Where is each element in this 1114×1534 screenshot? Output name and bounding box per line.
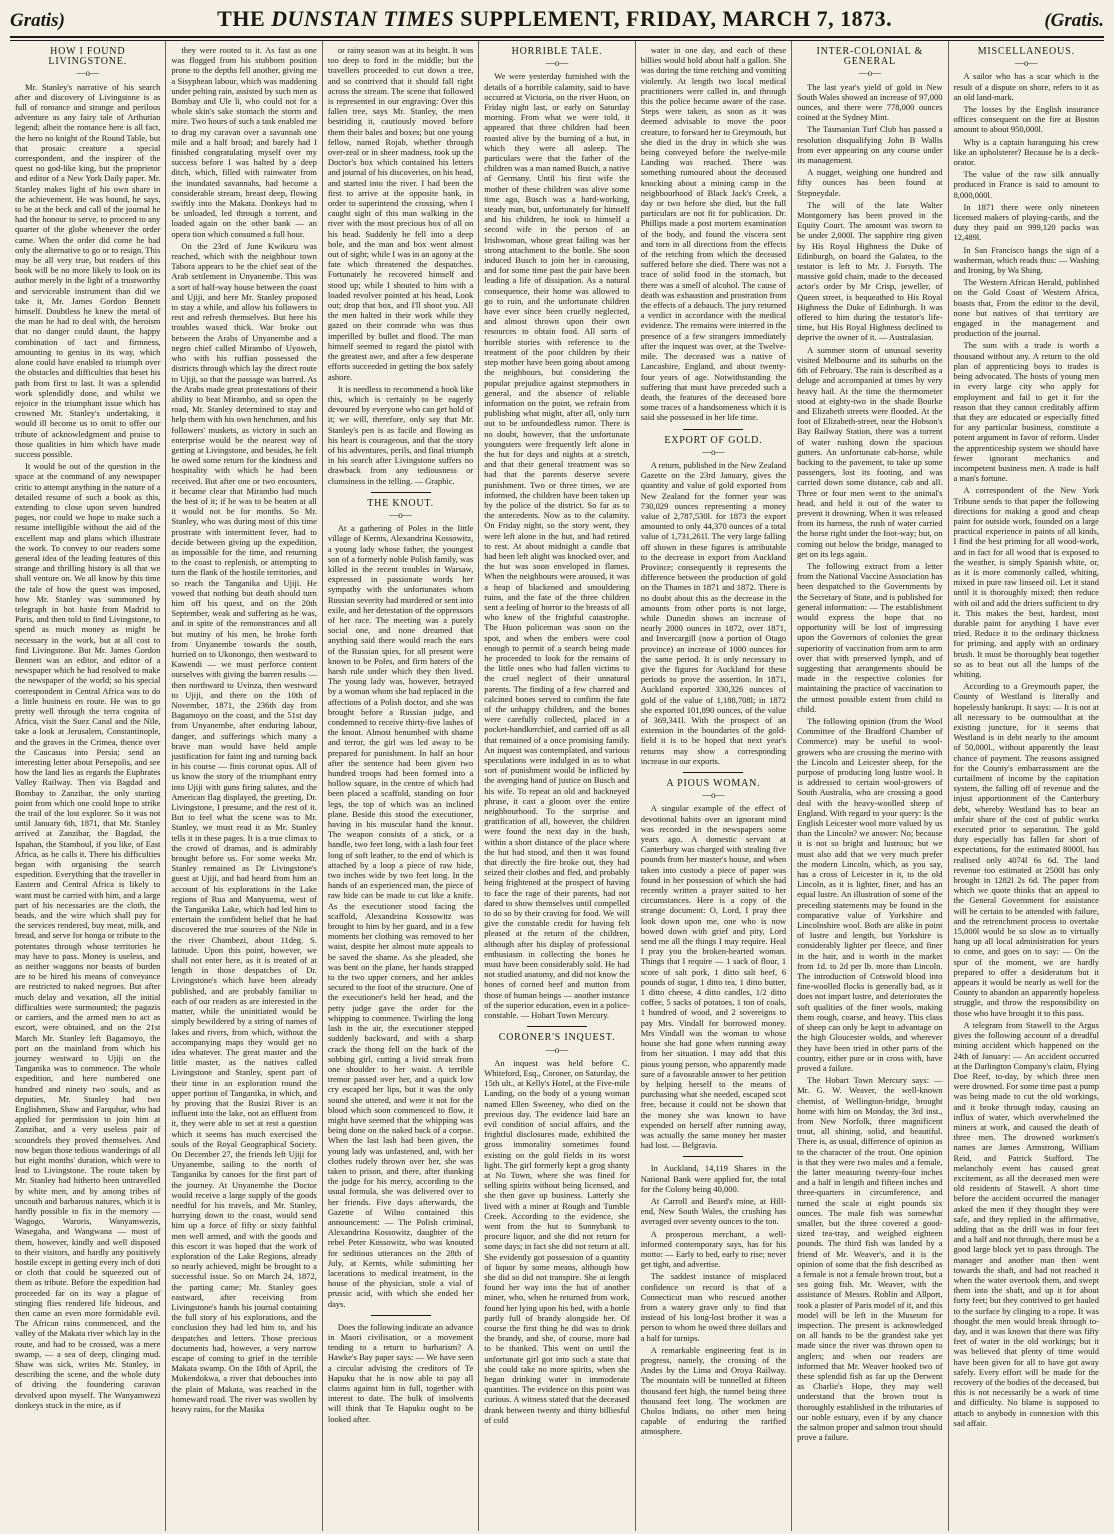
article-title: INTER-COLONIAL & GENERAL	[816, 46, 924, 68]
article-paragraph: Does the following indicate an advance in Maori civilisation, or a movement tending to a return to barbarism? A Hawke's Bay paper says: — We have seen a circular advising the creditors of Te Hapuku that he is now able to pay all claims against him in full, together with interest to date. The bulk of insolvents will think that Te Hapuku ought to be looked after.	[327, 1321, 474, 1424]
article	[484, 1033, 629, 1425]
article	[15, 47, 160, 1410]
article-paragraph: At Carroll and Beard's mine, at Hill-end, New South Wales, the crushing has averaged over seventy ounces to the ton.	[640, 1195, 787, 1227]
masthead-publication: DUNSTAN TIMES	[271, 6, 455, 31]
article-paragraph: It is needless to recommend a book like this, which is certainly to be eagerly devoured by everyone who can get hold of it; we will, therefore, only say that Mr. Stanley's pen is as facile and flowing as his heart is courageous, and that the story of his adventures, perils, and final triumph in his search after Livingstone suffers no drawback from any tediousness or clumsiness in the telling. — Graphic.	[327, 383, 474, 486]
article-paragraph: A telegram from Stawell to the Argus gives the following account of a dreadful mining accident which happened on the 24th of January: — An accident occurred at the Darlington Company's claim, Flying Doe Reef, to-day, by which three men were drowned. For some time past a pump was being made to cut the old workings, and it broke through today, causing an influx of water, which overwhelmed the miners at work, and caused the death of three men. The drowned workmen's names are James Armstrong, William Reid, and Patrick Stafford. The melancholy event has caused great excitement, as all the deceased men were old residents of Stawell. A short time before the accident occurred the manager asked the men if they thought they were safe, and they replied in the affirmative, adding that as the drill was in four feet and a half and not through, there must be a good large block yet to pass through. The manager and another man then went towards the shaft, and had not reached it when the water overtook them, and swept them into the shaft, and up it for about forty feet; but they contrived to get hauled to the surface by clinging to a rope. It was thought the men would break through to-day, and it was known that there was fifty feet of water in the old workings; but it was believed that plenty of time would have been given for all to have got away safely. Every effort will be made for the recovery of the bodies of the deceased, but this is not necessarily be a work of time and difficulty. No blame is supposed to attach to anybody in connexion with this sad affair.	[953, 1019, 1099, 1428]
masthead	[10, 6, 1104, 32]
article-paragraph: The sum with a trade is worth a thousand without any. A return to the old plan of apprenticing boys to trades is being advocated. The hosts of young men in every large city who apply for employment and fail to get it for the reason that they cannot creditably affirm that they are educated or especially fitted for any particular business, constitute a potent argument in favor of reform. Under the apprenticeship system we should have fewer ignorant mechanics and incompetent business men. A trade is half a man's fortune.	[953, 340, 1099, 484]
column-6	[792, 41, 948, 1531]
article-title: CORONER'S INQUEST.	[498, 1032, 616, 1044]
article-divider	[683, 772, 743, 773]
article-paragraph: or rainy season was at its height. It was too deep to ford in the middle; but the travellers proceeded to cut down a tree, and so contrived that it should fall right across the stream. The scene that followed is represented in our engraving: Over this fallen tree, says Mr. Stanley, the men bestriding it, cautiously moved before them their bales and boxes; but one young fellow, named Rojab, whether through over-zeal or in sheer madness, took up the Doctor's box which contained his letters and journal of his discoveries, on his head, and started into the river. I had been the first to arrive at the opposite bank, in order to superintend the crossing, when I caught sight of this man walking in the river with the most precious box of all on his head. Suddenly he fell into a deep hole, and the man and box went almost out of sight; while I was in an agony at the fate which threatened the despatches. Fortunately he recovered himself and stood up; while I shouted to him with a loaded revolver pointed at his head, Look out; drop that box, and I'll shoot you. All the men halted in their work while they gazed on their comrade who was thus imperilled by bullet and flood. The man himself seemed to regard the pistol with the greatest awe, and after a few desperate efforts succeeded in getting the box safely ashore.	[327, 45, 474, 382]
article-paragraph: According to a Greymouth paper, the County of Westland is literally and hopelessly bankrupt. It says: — It is not at all necessary to be outmoulthat at the existing juncture, for it seems that Westland is in debt nearly to the amount of 50,000l., without apparently the least chance of payment. The reasons assigned for the County's embarrassment are the curtailment of income by the capitation system, the falling off of revenue and the injust apportionment of the Canterbury debt, whereby Westland has to bear an unfair share of the cost of public works executed prior to separation. The gold duty especially has fallen far short of expectations, for the estimated 8000l. has realised only 4074l 6s 6d. The land revenue too estimated at 2500l has only brought in 1282l 2s 6d. The paper from which we quote thinks that an appeal to the General Government for assistance will be certain to be attended with failure, and the retrenchment process to overtake 15,000l would be so slow as to virtually hang up all local administration for years to come, and goes on to say: — On the spur of the moment, we are hardly prepared to offer a desideratum but it appears it would be nearly as well for the County to abandon an apparently hopeless struggle, and throw the responsibility on those who have brought it to this pass.	[953, 681, 1099, 1018]
article-paragraph: A return, published in the New Zealand Gazette on the 23rd January, gives the quantity and value of gold exported from New Zealand for the former year was 730,029 ounces representing a money value of 2,787,530l. for 1873 the export amounted to only 44,370 ounces of a total value of 1,731,261l. The very large falling off shown in these figures is attributable to the decrease in export from Auckland Province; consequently it represents the difference between the production of gold on the Thames in 1871 and 1872. There is no doubt about this as the decrease in the amounts from other ports is not large, while Dunedin shows an increase of nearly 2000 ounces in 1872, over 1871, and Invercargill (now a portion of Otago province) an increase of 1000 ounces for the same period. It is only necessary to give the figures for Auckland for these periods to prove the assertion. In 1871, Auckland exported 330,326 ounces of gold of the value of 1,188,708l; in 1872 she exported 101,890 ounces, of the value of 369,341l. With the prospect of an extension in the boundaries of the gold-field it is to be hoped that next year's returns may show a corresponding increase in our exports.	[640, 459, 787, 766]
masthead-left: Gratis)	[10, 10, 65, 31]
article-paragraph: It would be out of the question in the space at the command of any newspaper critic to attempt anything in the nature of a detailed resume of such a book as this, extending to close upon seven hundred pages, nor could we hope to make such a resume intelligible without the aid of the excellent map and plans which illustrate the work. To convey to our readers some general idea of the leading features of this strange and thrilling history is all that we shall venture on. We all know by this time the tale of how the quest was imposed, how Mr. Stanley was summoned by telegraph in hot haste from Madrid to Paris, and then told to find Livingstone, to spend as much money as might be necessary in the work, but at all cost to find Livingstone. But Mr. James Gordon Bennett was an editor, and editor of a newspaper which he had resolved to make the newspaper of the world; so his special correspondent in Central Africa was to do a little business en route. He was to go pretty well through the terra cognita of Africa, visit the Suez Canal and the Nile, take a look at Jerusalem, Constantinople, and the graves in the Crimea, thence over the Caucasus into Persia; send an interesting letter about Persepolis, and see how the land lies as regards the Euphrates Valley Railway. Then via Bagdad and Bombay to Zanzibar, the only starting point from which one could hope to strike the trail of the lost explorer. So it was not until January 6th, 1871, that Mr. Stanley arrived at Zanzibar, the Bagdad, the Ispahan, the Stamboul, if you like, of East Africa, as he calls it. There his difficulties began with organising the search expedition. Everything that the traveller in Eastern and Central Africa is likely to want must be carried with him, and a large part of his necessaries are the cloth, the beads, and the wire which shall pay for the services rendered, buy meat, milk, and bread, and serve for honga or tribute to the potentates through whose territories he may have to pass. Money is useless, and as neither waggons nor beasts of burden are to be hired his means of conveyance are restricted to naked negroes. But after much delay and vexation, all the initial difficulties were surmounted; the pagazis or carriers, and the armed men to act as escort, were obtained, and on the 21st March Mr. Stanley left Bagamoyo, the port on the mainland from which his journey westward to Ujiji on the Tanganika was to commence. The whole expedition, and here numbered one hundred and ninety two souls, and as deputies, Mr. Stanley had two Englishmen, Shaw and Farquhar, who had applied for permission to join him at Zanzibar, and a very useless pair of scoundrels they proved themselves. And now began those tedious wanderings of all but eight months' duration, which were to lead to Livingstone. The route taken by Mr. Stanley had hitherto been untravelled by white men, and by among tribes of uncouth and barbarous natures, which it is hardly possible to fix in the memory — Wagogo, Waroris, Wanyamwezis, Wasegaha, and Wangwana — most of them, however, kindly and well disposed to their visitors, and hardly any positively hostile except in getting every inch of doti or cloth that could be squeezed out of them as tribute. Before the expedition had proceeded far on its way a plague of stinging flies rendered life hideous, and then came an even more formidable evil. The African rains commenced, and the valley of the Makata river which lay in the route, and had to be crossed, was a mere swamp, — a sea of deep, clinging mud. Shaw was sick, writes Mr. Stanley, in describing the scene, and the whole duty of driving the foundering caravan devolved upon myself. The Wanyamwezi donkeys stuck in the mire, as if	[15, 461, 161, 1410]
article	[641, 779, 786, 1150]
article	[797, 47, 942, 1442]
masthead-rule	[10, 36, 1104, 38]
article-paragraph: The Hobart Town Mercury says: — Mr. G. W. Weaver, the well-known chemist, of Wellington-bridge, brought home with him on Monday, the 3rd inst., from New Norfolk, three magnificent trout, all shining, solid, and beautiful. There is, as usual, difference of opinion as to the character of the trout. One opinion is that they were two males and a female, the latter measuring twenty-four inches and a half in length and fifteen inches and three-quarters in circumference, and turned the scale at eight pounds six ounces. The male fish was somewhat smaller, but the three covered a good-sized tea-tray, and weighed eighteen pounds. The third fish was landed by a friend of Mr. Weaver's, and it is the opinion of some that the fish described as a female is not a female brown trout, but a sea going fish. Mr. Weaver, with the assistance of Messrs. Roblin and Allport, took a plaster of Paris model of it, and this model will be left in the Museum for inspection. The present is acknowledged on all hands to be the grandest take yet made since the river was thrown open to anglers; and when our readers are informed that Mr. Weaver hooked two of these splendid fish as far up the Derwent as Charlie's Hope, they may well understand that the brown trout is thoroughly established in the tributaries of our noble estuary, even if by any chance the salmon proper and salmon trout should prove a failure.	[797, 1075, 943, 1443]
column-7	[949, 41, 1104, 1531]
article-separator: —o—	[702, 790, 725, 801]
column-4	[479, 41, 635, 1531]
column-1	[10, 41, 166, 1531]
article-title: MISCELLANEOUS.	[977, 46, 1075, 57]
masthead-title-prefix: THE	[217, 6, 266, 31]
article-paragraph: An inquest was held before C. Whiteford, Esq., Coroner, on Saturday, the 15th ult., at Kelly's Hotel, at the Five-mile Landing, on the body of a young woman named Ellen Sweeney, who died on the previous day. The evidence laid bare an evil condition of social affairs, and the frightful disclosures made, exhibited the gross immorality sometimes found existing on the gold fields in its worst light. The girl formerly kept a grog shanty at No Town, where she was fined for selling spirits without being licensed, and she then gave up business. Latterly she lived with a miner at Rough and Tumble Creek. According to the evidence, she went from the hut to Sunnybank to procure liquor, and she did not return for some days; in fact she did not return at all. She evidently got possession of a quantity of liquor by some means, although how she did so did not transpire. She at length found her way into the hut of another miner, who, when he returned from work, found her lying upon his bed, with a bottle partly full of brandy alongside her. Of course the first thing he did was to drink the brandy, and she, of course, more had to be thanked. This went on until the unfortunate girl got into such a state that she could take no more spirits, when she began drinking water in immoderate quantities. The evidence on this point was curious. A witness stated that the deceased drank between twenty and thirty billiesful of cold	[484, 1057, 630, 1425]
column-5	[636, 41, 792, 1531]
masthead-title	[217, 6, 892, 32]
article	[641, 45, 786, 423]
article-paragraph: A singular example of the effect of devotional habits over an ignorant mind was recorded in the newspapers some years ago. A domestic servant at Canterbury was charged with stealing five pounds from her master's house, and when taken into custody a piece of paper was found in her possession of which she had recently written a prayer suited to her circumstances. Here is a copy of the strange document: O, Lord, I pray thee look down upon me, one who is now bowed down with grief and pity, Lord send me all the things I may require. Heal I pray you the broken-hearted woman. Things that I require — 1 sack of flour, 1 score of salt pork, 1 ditto salt beef, 6 pounds of sugar, 1 ditto tea, 1 ditto butter, 1 ditto cheese, 4 ditto candles, 1/2 ditto coffee, 5 sacks of potatoes, 1 ton of coals, 1 hundred of wood, and 2 sovereigns to pay Mrs. Vindall for borrowed money. Mrs Vindall was the woman to whose house she had gone when running away from her situation. I may add that this pious young person, who apparently made sure of a favourable answer to her petition by helping herself to the means of purchasing what she needed, escaped scot free, because it could not be shown that the money she was known to have expended on herself after running away, was actually the same money her master had lost. — Belgravia.	[640, 803, 787, 1151]
article-title: HORRIBLE TALE.	[511, 46, 603, 57]
article-title: A PIOUS WOMAN.	[666, 778, 761, 790]
article-separator: —o—	[1014, 58, 1038, 69]
article-paragraph: The losses by the English insurance offices consequent on the fire at Boston amount to about 950,000l.	[953, 104, 1099, 135]
article-paragraph: A correspondent of the New York Tribune sends to that paper the following directions for making a good and cheap paint for outside work, founded on a large practical experience in paints of all kinds, I find the best priming for all wood-work, and in fact for all wood that is exposed to the weather, is simply Spanish white, or, as it is more commonly called, whiting, mixed in pure raw linseed oil. Let it stand until it is thoroughly mixed; then reduce with oil and add the driers sufficient to dry it. This makes the best, hardest, most durable paint for anything I have ever tried. Reduce it to the ordinary thickness for priming, and apply with an ordinary brush. It must be thoroughly beat together so as to beat out all the lumps of the whiting.	[953, 485, 1099, 679]
article-paragraph: Why is a captain haranguing his crew like an upholsterer? Because he is a deck-orator.	[953, 136, 1099, 168]
article-divider	[527, 1026, 587, 1027]
article	[328, 1322, 473, 1424]
article-paragraph: In 1871 there were only nineteen licensed makers of playing-cards, and the duty they paid on 999,120 packs was 12,489l.	[953, 201, 1099, 243]
article-divider	[683, 429, 743, 430]
article	[484, 47, 629, 1020]
article-divider	[371, 1315, 431, 1316]
article	[171, 45, 316, 1414]
article-paragraph: water in one day, and each of these billies would hold about half a gallon. She was during the time retching and vomiting violently. At length two local medical practitioners were called in, and through this the police became aware of the case. Steps were taken, as soon as it was deemed advisable to move the poor creature, to forward her to Greymouth, but she died in the dray in which she was being conveyed before the twelve-mile Landing was reached. There was something rumoured about the deceased knocking about a mining camp in the neighbourhood of Black Jack's Creek, a day or two before she died, but the full particulars are not fit for publication. Dr. Phillips made a post mortem examination of the body, and found the viscera sent and torn in all directions from the effects of the retching from which the deceased suffered before she died. There was not a trace of solid food in the stomach, but there was a smell of alcohol. The cause of death was exhaustion and prostration from the effects of a debauch. The jury returned a verdict in accordance with the medical evidence. The remains were interred in the presence of a few strangers immediately after the inquest was over, at the Twelve-mile. The deceased was a native of Lancashire, England, and about twenty-four years of age. Notwithstanding the suffering that must have preceded such a death, the features of the deceased bore some traces of a handsomeness which it is said she possessed in her life time.	[640, 45, 787, 423]
article-divider	[683, 1156, 743, 1157]
columns	[10, 41, 1104, 1531]
masthead-right: (Gratis.	[1044, 10, 1104, 31]
article-paragraph: In Auckland, 14,119 Shares in the National Bank were applied for, the total for the Colony being 40,000.	[640, 1163, 787, 1194]
article-title: EXPORT OF GOLD.	[664, 434, 763, 446]
article-separator: —o—	[545, 1044, 569, 1055]
article-title: HOW I FOUND LIVINGSTONE.	[48, 46, 127, 68]
article-divider	[371, 492, 431, 493]
article-separator: —o—	[389, 509, 412, 520]
article-separator: —o—	[858, 68, 882, 79]
article-paragraph: A summer storm of unusual severity visited Melbourne and its suburbs on the 6th of February. The rain is described as a deluge and accompanied at times by very heavy hail. At the time the thermometer stood at eighty-two in the shade Bourke and Elizabeth streets were flooded. At the foot of Elizabeth-street, near the Hobson's Bay Railway Station, there was a torrent of water rushing down the spacious gutters. An unfortunate cab-horse, while backing to the pavement, to take up some passengers, lost its footing, and was carried down some distance, cab and all. Three or four men went to the animal's head, and held it out of the water to prevent it drowning. When it was released from its harness, the rush of water carried the horse right under the foot-way; but, on coming out below the bridge, managed to get on its legs again.	[797, 344, 943, 559]
article	[328, 499, 473, 1309]
article	[328, 45, 473, 486]
article-paragraph: The will of the late Walter Montgomery has been proved in the Equity Court. The amount was sworn to be under 2,000l. The sapphire ring given by His Royal Highness the Duke of Edinburgh, on board the Galatea, to the testator is left to Mr. J. Forsyth. The massive gold chain, made to the deceased actor's order by Mr Crisp, jeweller, of Queen street, is bequeathed to His Royal Highness the Duke of Edinburgh. It was offered to him during the testator's life-time, but His Royal Highness declined to deprive the owner of it. — Australasian.	[797, 199, 943, 343]
article-paragraph: At a gathering of Poles in the little village of Kernts, Alexandrina Kossowitz, a young lady whose father, the youngest son of a formerly noble Polish family, was killed in the recent troubles in Warsaw, expressed in passionate words her sympathy with the unfortunates whom Russian severity had murdered or sent into exile, and her detestation of the oppressors of her race. The meeting was a purely social one, and none dreamed that anything said there would reach the ears of the Russian spies, for all present were known to be Poles, and firm haters of the harsh rule under which they then lived. The young lady was, however, betrayed by a woman whom she had replaced in the affections of a Polish doctor, and she was brought before a Russian judge, and condemned to receive thirty-five lashes of the knout. Almost benumbed with shame and terror, the girl was led away to be prepared for punishment. In half an hour after the sentence had been given two hundred troops had been formed into a hollow square, in the centre of which had been placed a scaffold, standing on four legs, the top of which was an inclined plane. Beside this stood the executioner, having in his muscular hand the knout. The weapon consists of a stick, or a handle, two feet long, with a lash four feet long of soft leather, to the end of which is attached by a loop a piece of raw hide, two inches wide by two feet long. In the hands of an experienced man, the piece of raw hide can be made to cut like a knife. As the executioner stood facing the scaffold, Alexandrina Kossowitz was brought to him by her guard, and in a few moments her clothing was removed to her waist, despite her almost mute appeals to be saved the shame. As she pleaded, she was bent on the plane, her hands strapped to the two upper corners, and her ankles secured to the foot of the structure. One of the executioner's held her head, and the petty judge gave the order for the whipping to commence. Twirling the long lash in the air, the executioner stepped suddenly backward, and with a sharp crack the thong fell on the back of the sobbing girl, cutting a livid streak from one shoulder to her waist. A terrible tremor passed over her, and a quick low cry escaped her lips, but it was the only sound she uttered, and were it not for the blood which soon commenced to flow, it might have seemed that the whipping was being done on the naked back of a corpse. When the last lash had been given, the young lady was unfastened, and, with her clothes rudely thrown over her, she was taken to prison, and there, after thanking the judge for his mercy, according to the usual formula, she was delivered over to her friends. Five days afterwards, the Gazette of Wilno contained this announcement: — The Polish criminal, Alexandrina Kossowitz, daughter of the rebel Peter Kossowitz, who was knouted for seditious utterances on the 28th of July, at Kernts, while submitting her lacerations to medical treatment, in the house of the physician, stole a vial of prussic acid, with which she ended her days.	[327, 523, 474, 1309]
article-paragraph: A remarkable engineering feat is in progress, namely, the crossing of the Andes by the Lima and Oroya Railway. The mountain will be tunnelled at fifteen thousand feet high, the tunnel being three thousand feet long. The workmen are Cholos Indians, no other men being capable of enduring the rarified atmosphere.	[640, 1344, 787, 1437]
article-paragraph: The Western African Herald, published on the Gold Coast of Western Africa, boasts that, From the editor to the devil, none but natives of that territory are engaged in the management and production of the journal.	[953, 277, 1099, 339]
article-paragraph: In San Francisco hangs the sign of a washerman, which reads thus: — Washing and Ironing, by Wa Shing.	[953, 244, 1099, 276]
article-separator: —o—	[702, 446, 725, 457]
article	[954, 47, 1099, 1428]
column-2	[166, 41, 322, 1531]
article	[641, 1163, 786, 1436]
article-paragraph: Mr. Stanley's narrative of his search after and discovery of Livingstone is as full of romance and strange and perilous adventure as any fairy tale of Arthurian legend; albeit the romance here is all fact, the hero no knight of the Round Table, but that prosaic creature a special correspondent, and the inspirer of the quest no god-like king, but the proprietor and editor of a New York Daily paper. Mr. Stanley makes light of his own share in the achievement. He was bound, he says, to be at the beck and call of the journal he had the honour to serve, to proceed to any quarter of the globe whenever the order came. When the order did come he had only the alternative to go or to resign. This may be all very true, but readers of this book will be no more likely to look on its author merely in the light of a trustworthy and serviceable instrument than did we take it, Mr. James Gordon Bennett himself. Doubtless he knew the metal of the man he had to deal with, the heroism that no danger could daunt, the happy combination of tact and firmness, amounting to genius in its way, which alone could have enabled to triumph over the obstacles and difficulties that beset his path from first to last. It was a splendid work splendidly done, and whilst we rejoice in the triumphant issue which has crowned Mr. Stanley's undertaking, it would ill become us to omit to offer our tribute of acknowledgment and praise to those qualities in him which have made success possible.	[15, 81, 161, 459]
article-paragraph: On the 23rd of June Kwikuru was reached, which with the neighbour town Tabora appears to be the chief seat of the Arab settlement in Unyanembe. This was a sort of half-way house between the coast and Ujiji, and here Mr. Stanley proposed to stay a while, and allow his followers to rest and refresh themselves. But here his troubles waxed thick. War broke out between the Arabs of Unyanembe and a negro chief called Mirambo of Uyoweh, who with his ruffian possessed the districts through which lay the direct route to Ujiji, so that the passage was barred. As the Arabs made great protestations of their ability to beat Mirambo, and so open the road, Mr. Stanley determined to stay and help them with his own henchmen, and his followers' muskets, as victory in such an enterprise would be the nearest way of getting at Livingstone, and besides, he felt he owed some return for the kindness and hospitality with which he had been received. But after one or two encounters, it became clear that Mirambo had much the best of it; if he was to be beaten at all it would not be for months. So Mr. Stanley, who was during most of this time prostrate with intermittent fever, had to decide between giving up the expedition, as impossible for the time, and returning to the coast to replenish, or attempting to turn the flank of the hostile territories, and so reach the Tanganika and Ujiji. He vowed that nothing but death should turn him off his quest, and on the 20th September, weak and suffering as he was, and in spite of the remonstrances and all but mutiny of his men, he broke forth from Unyanembe towards the south, hurried on to Ukonongo, then westward to Kawendi — we must perforce content ourselves with giving the barren results — then northward to Uvinza, then westward to Ujiji, and there on the 10th of November, 1871, the 236th day from Bagamoyo on the coast, and the 51st day from Unyanembe, after enduring labour, danger, and sufferings which many a brave man would have held ample justification for faint ing and turning back in his course — finis coronat opus. All of us know the story of the triumphant entry into Ujiji with guns firing salutes, and the American flag displayed, the greeting, Dr. Livingstone, I presume, and the rest of it. But to feel what the scene was to Mr. Stanley, we must read it as Mr. Stanley tells it in these pages. It is a true climax to the crowd of dramas, and is admirably brought before us. For some weeks Mr. Stanley remained as Dr Livingstone's guest at Ujiji, and had heard from him an account of his explorations in the Lake regions of Rua and Manyuema, west of the Tanganika Lake, which had led him to entertain the confident belief that he had discovered the true sources of the Nile in the river Chambezi, about 11deg. S. latitude. Upon this point, however, we shall not enter here, as it is treated of at length in those despatches of Dr. Livingstone's which have been already published, and are probably familiar to each of our readers as are interested in the matter, while the uninitiated would be simply bewildered by a string of names of lakes and rivers, from which, without the accompanying maps they would get no idea whatever. The great master and the little master, as the natives called Livingstone and Stanley, spent part of their time in an exploration round the upper portion of Tanganika, in which, and by proving that the Rusizi River is an influent into the lake, not an effluent from it, they were able to set at rest a question which it seems has much exercised the souls of the Royal Geographical Society. On December 27, the friends left Ujiji for Unyanembe, sailing to the north of Tanganika by canoes for the first part of the journey. At Unyanembe the Doctor would receive a large supply of the goods needful for his travels, and Mr. Stanley, hurrying down to the coast, would send him up a force of fifty or sixty faithful men well armed, and with the goods and this escort it was hoped that the work of exploration of the Lake Regions, already so nearly achieved, might be brought to a successful issue. So on March 24, 1872, the parting came; Mr. Stanley goes eastward, after receiving from Livingstone's hands his journal containing the full story of his explorations, and the conclusion they had led him to, and his despatches and letters. Those precious documents had, however, a very narrow escape of coming to grief in the terrible Makata swamp. On the 18th of April, the Mukendokwa, a river that debouches into the plain of Makata, was reached in the homeward road. The river was swollen by heavy rains, for the Masika	[171, 240, 317, 1415]
article-paragraph: We were yesterday furnished with the details of a horrible calamity, said to have occurred at Victoria, on the river Huon, on Friday night last, or early on Saturday morning. From what we were told, it appeared that three children had been roasted alive by the burning of a hut, in which they were all asleep. The particulars were that the father of the children was a man named Busch, a native of Germany. Until his first wife the mother of these children was alive some time ago, Busch was a hard-working, steady man, but, unfortunately for himself and his children, he took to himself a second wife in the person of an Irishwoman, whose great failing was her strong attachment to the bottle. She soon induced Busch to join her in carousing, and for some time past the pair have been leading a life of dissipation. As a natural consequence, their home was allowed to go to ruin, and the unfortunate children have ever since been cruelly neglected, and almost thrown upon their own resources to obtain food. All sorts of horrible stories with reference to the treatment of the poor children by their step mother have been going about among the neighbours, but considering the popular prejudice against stepmothers in general, and the absence of reliable information on the point, we refrain from publishing what might, after all, only turn out to be unfoundedless rumor. There is no doubt, however, that the unfortunate youngsters were frequently left alone in the hut for days and nights at a stretch, and that their general treatment was so bad that the parents deserve severe punishment. Two or three times, we are informed, the children have been taken up by the police of the district. So far as to the antecedents. Now as to the calamity. On Friday night, so the story went, they were left alone in the hut, and had retired to rest. At about midnight a candle that had been left alight was knocked over, and the hut was soon enveloped in flames. When the neighbours were aroused, it was a heap of blackened and smouldering ruins, and the fate of the three children sent a feeling of horror to the breasts of all who knew of the frightful catastrophe. The Huon policeman was soon on the spot, and when the embers were cool enough to permit of a search being made he proceeded to look for the remains of the little ones who had fallen victims to the cruel neglect of their unnatural parents. The finding of a few charred and calcined bones served to confirm the fate of the unhappy children, and the bones were carefully collected, placed in a pocket-handkerchief, and carried off as all that remained of a once promising family. An inquest was contemplated, and various speculations were indulged in as to what sort of punishment would be inflicted by the avenging hand of justice on Busch and his wife. To repeat an old and hackneyed phrase, it cast a gloom over the entire neighbourhood. To the surprise and gratification of all, however, the children were found the next day in the bush, within a short distance of the place where the hut had stood, and then it was found that directly the fire broke out, they had seized their clothes and fled, and probably being frightened at the prospect of having to face the rage of their parents, had not dared to show themselves until compelled to do so by their craving for food. We will give the constable credit for having felt pleased at the return of the children, although after his display of professional enthusiasm in collecting the bones he must have been considerably sold. He had not studied anatomy, and did not know the bones of corned beef and mutton from those of human beings — another instance of the superior education, even in a police-constable. — Hobart Town Mercury.	[484, 71, 630, 1021]
article-paragraph: A sailor who has a scar which is the result of a dispute on shore, refers to it as an old land-mark.	[953, 71, 1099, 102]
article-paragraph: A prosperous merchant, a well-informed contemporary says, has for his motto: — Early to bed, early to rise; never get tight, and advertise.	[640, 1228, 787, 1270]
masthead-title-suffix: SUPPLEMENT, FRIDAY, MARCH 7, 1873.	[460, 6, 893, 31]
article-paragraph: The following opinion (from the Wool Committee of the Bradford Chamber of Commerce) may be useful to wool-growers who are crossing the merino with the Lincoln and Leicester sheep, for the purpose of producing long lustre wool. It is addressed to certain wool-growers of South Australia, who are crossing a good deal with the heavy-woolled sheep of England. With regard to your query: Is the English Leicester wool more valued by us than the Lincoln? we answer: No; because it is not so bright and lustrous; but we must also add that we very much prefer the modern Lincoln, which, as you say, has a cross of Leicester in it, to the old Lincoln, as it is lighter, finer, and has an equal lustre. An illustration of some of the preceding statements may be found in the comparative value of Yorkshire and Lincolnshire wool. Both are alike in point of lustre and length, but Yorkshire is considerably lighter per fleece, and finer in the hair, and is worth in the market from 1d. to 2d per lb. more than Lincoln. The introduction of Cotswold blood into fine-woolled flocks is generally bad, as it does not impart lustre, and deteriorates the soft qualities of the finer wools, making them rough, coarse, and heavy. This class of sheep can only be kept to advantage on the high Gloucester wolds, and wherever they have been tried in other parts of the country, either pure or in cross with, have proved a failure.	[797, 716, 943, 1073]
article-paragraph: The following extract from a letter from the National Vaccine Association has been despatched to the Governments by the Secretary of State, and is published for general information: — The establishment would express the hope that no opportunity will be lost of impressing upon the Governors of colonies the great superiority of vaccination from arm to arm over that with preserved lymph, and of suggesting that arrangements should be made in the respective colonies for maintaining the practice of vaccination to the utmost possible extent from child to child.	[797, 560, 943, 714]
article-paragraph: The Tasmanian Turf Club has passed a resolution disqualifying John B Wallis from ever appearing on any course under its management.	[797, 124, 943, 166]
article-separator: —o—	[545, 58, 569, 69]
article-paragraph: The saddest instance of misplaced confidence on record is that of a Connecticut man who rescued another from a watery grave only to find that instead of his long-lost brother it was a person to whom he owed three dollars and a half for turnips.	[640, 1271, 787, 1343]
article	[641, 436, 786, 767]
article-title: THE KNOUT.	[367, 497, 434, 509]
column-3	[323, 41, 479, 1531]
article-paragraph: A nugget, weighing one hundred and fifty ounces has been found at Stepneydale.	[797, 167, 943, 198]
article-paragraph: The value of the raw silk annually produced in France is said to amount to 8,000,000l.	[953, 169, 1099, 200]
article-separator: —o—	[76, 68, 99, 79]
article-paragraph: The last year's yield of gold in New South Wales showed an increase of 97,000 ounces, and there were 778,000 ounces coined at the Sydney Mint.	[797, 81, 943, 123]
article-paragraph: they were rooted to it. As fast as one was flogged from his stubborn position prone to the depths fell another, giving me a Sisyphean labour, which was maddening under pelting rain, assisted by such men as Bombay and Ule li, who could not for a whole skin's sake stomach the storm and mire. Two hours of such a task enabled me to drag my caravan over a savannah one mile and a half broad; and barely had I finished congratulating myself over my success before I was halted by a deep ditch, which, filled with rainwater from the inundated savannahs, had become a considerable stream, breast deep, flowing swiftly into the Makata. Donkeys had to be unloaded, led through a torrent, and loaded again on the other bank — an opera tion which consumed a full hour.	[171, 45, 317, 239]
